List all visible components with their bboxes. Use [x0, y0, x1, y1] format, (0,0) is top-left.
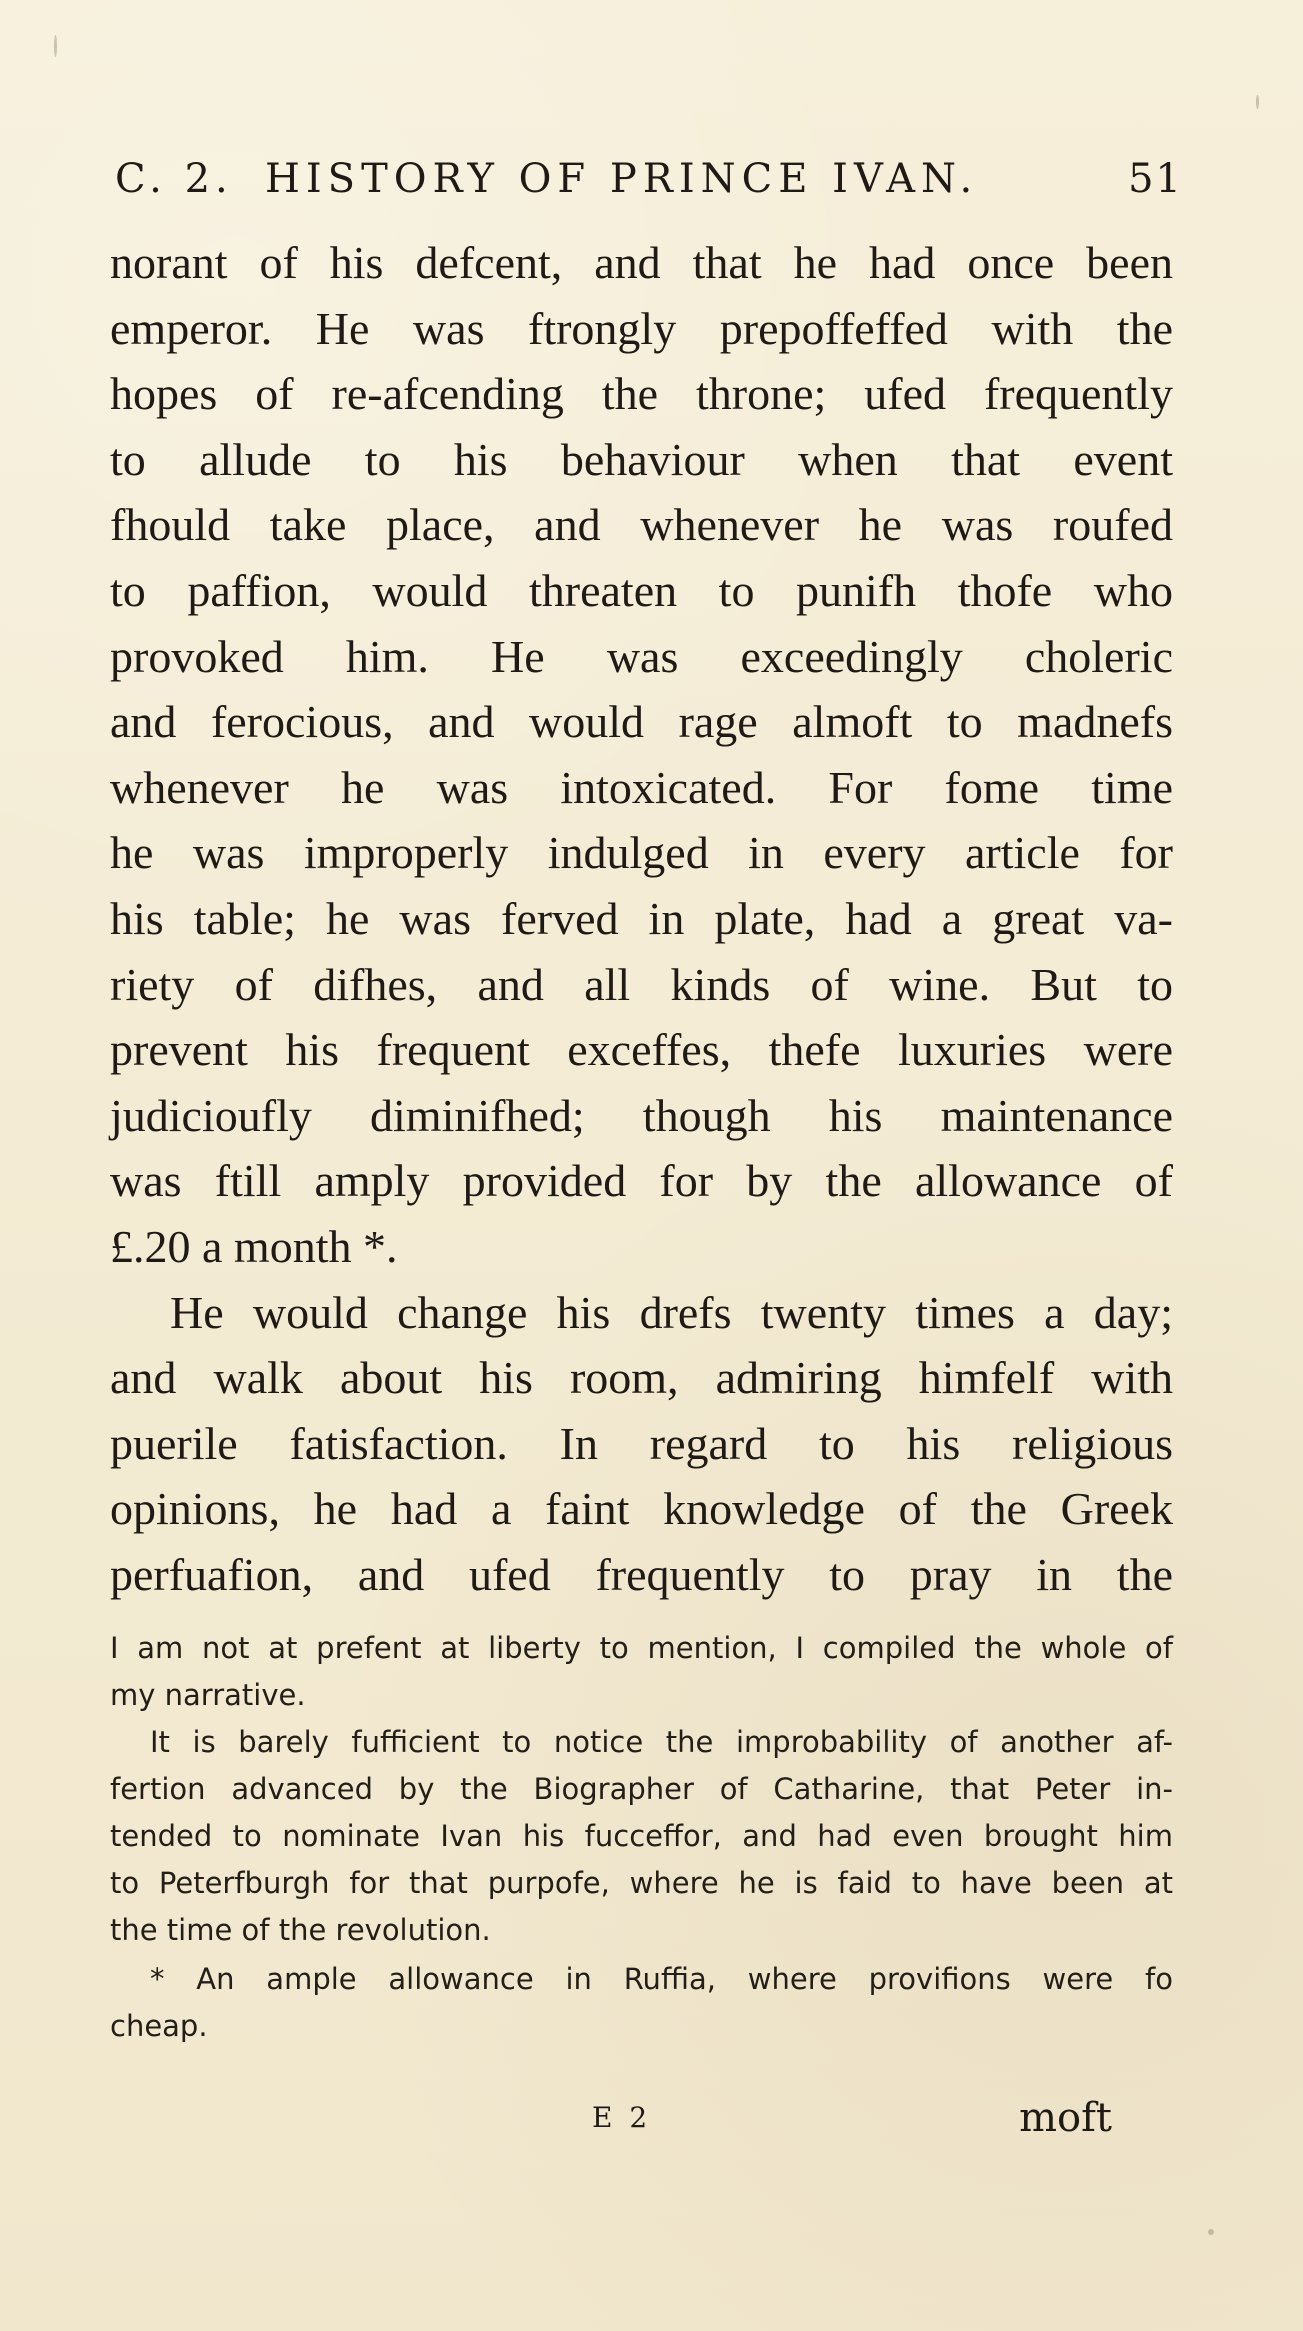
footnote-line: It is barely fufficient to notice the improbability of another af- — [150, 1725, 1173, 1759]
footnote-line: the time of the revolution. — [110, 1913, 491, 1947]
footnote-line: tended to nominate Ivan his fucceffor, and had even brought him — [110, 1819, 1173, 1853]
text-line: judicioufly diminifhed; though his maintenance — [110, 1089, 1173, 1141]
text-line: provoked him. He was exceedingly choleric — [110, 630, 1173, 682]
text-line: norant of his defcent, and that he had once been — [110, 237, 1173, 288]
text-line: and walk about his room, admiring himfelf with — [110, 1352, 1173, 1404]
text-line: riety of difhes, and all kinds of wine. But to — [110, 958, 1173, 1010]
footnote-line: I am not at prefent at liberty to mention, I compiled the whole of — [110, 1631, 1173, 1665]
text-line: prevent his frequent exceffes, thefe luxuries were — [110, 1024, 1173, 1076]
signature-mark: E 2 — [592, 2101, 652, 2134]
page-header — [115, 156, 1183, 204]
section-mark: C. 2. — [115, 156, 233, 202]
main-text-block — [110, 230, 1173, 1607]
paper-mark — [54, 35, 57, 57]
running-title: HISTORY OF PRINCE IVAN. — [265, 156, 979, 202]
text-line: and ferocious, and would rage almoft to madnefs — [110, 696, 1173, 748]
text-line: whenever he was intoxicated. For fome time — [110, 761, 1173, 813]
footnote-line: to Peterfburgh for that purpofe, where he is faid to have been at — [110, 1866, 1173, 1900]
text-line: was ftill amply provided for by the allowance of — [110, 1155, 1173, 1207]
text-line: £.20 a month *. — [110, 1220, 398, 1272]
footnote-line: my narrative. — [110, 1678, 306, 1712]
footnote-line: * An ample allowance in Ruffia, where provifions were fo — [150, 1962, 1173, 1996]
text-line: He would change his drefs twenty times a day; — [170, 1286, 1173, 1338]
paper-mark — [1208, 2229, 1214, 2235]
text-line: perfuafion, and ufed frequently to pray in the — [110, 1548, 1173, 1600]
footnote-line: fertion advanced by the Biographer of Catharine, that Peter in- — [110, 1772, 1173, 1806]
text-line: to allude to his behaviour when that event — [110, 433, 1173, 485]
page-number: 51 — [1128, 156, 1183, 202]
text-line: to paffion, would threaten to punifh thofe who — [110, 564, 1173, 616]
text-line: puerile fatisfaction. In regard to his religious — [110, 1417, 1173, 1469]
text-line: fhould take place, and whenever he was roufed — [110, 499, 1173, 551]
catchwords-row — [592, 2095, 1112, 2145]
footnotes-block — [110, 1625, 1173, 2050]
text-line: hopes of re-afcending the throne; ufed frequently — [110, 368, 1173, 420]
footnote-line: cheap. — [110, 2009, 208, 2043]
paper-mark — [1256, 95, 1259, 109]
text-line: his table; he was ferved in plate, had a great va- — [110, 892, 1173, 944]
catchword: moft — [1019, 2095, 1112, 2141]
text-line: opinions, he had a faint knowledge of the Greek — [110, 1483, 1173, 1535]
text-line: he was improperly indulged in every article for — [110, 827, 1173, 879]
text-line: emperor. He was ftrongly prepoffeffed with the — [110, 302, 1173, 354]
